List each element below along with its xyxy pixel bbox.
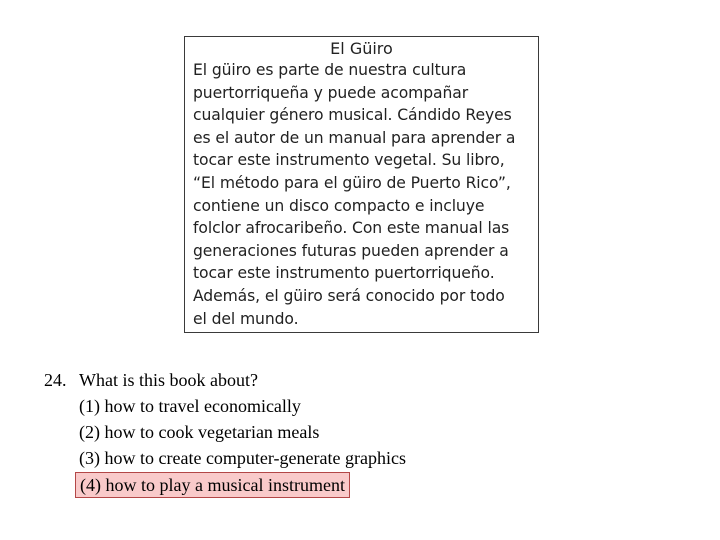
- passage-line: es el autor de un manual para aprender a: [193, 128, 516, 147]
- passage-line: Además, el güiro será conocido por todo: [193, 286, 505, 305]
- passage-line: El güiro es parte de nuestra cultura: [193, 61, 467, 79]
- answer-option-label: (2) how to cook vegetarian meals: [79, 422, 320, 442]
- answer-option-label: (1) how to travel economically: [79, 396, 301, 416]
- passage-title: El Güiro: [330, 39, 393, 58]
- passage-line: cualquier género musical. Cándido Reyes: [193, 106, 512, 125]
- passage-line: folclor afrocaribeño. Con este manual las: [193, 219, 510, 238]
- question-text: What is this book about?: [79, 370, 258, 390]
- passage-line: generaciones futuras pueden aprender a: [193, 241, 509, 260]
- passage-line: contiene un disco compacto e incluye: [193, 196, 485, 215]
- passage-line: “El método para el güiro de Puerto Rico”,: [193, 173, 511, 192]
- passage-line: tocar este instrumento vegetal. Su libro,: [193, 151, 505, 170]
- passage-line: el del mundo.: [193, 309, 299, 328]
- answer-option-label: (3) how to create computer-generate graphics: [79, 448, 406, 468]
- question-number: 24.: [44, 370, 67, 390]
- passage-line: tocar este instrumento puertorriqueño.: [193, 264, 495, 283]
- passage-box: [184, 36, 539, 333]
- passage-text: [193, 59, 515, 330]
- passage-line: puertorriqueña y puede acompañar: [193, 83, 469, 102]
- answer-option-label: (4) how to play a musical instrument: [75, 472, 350, 498]
